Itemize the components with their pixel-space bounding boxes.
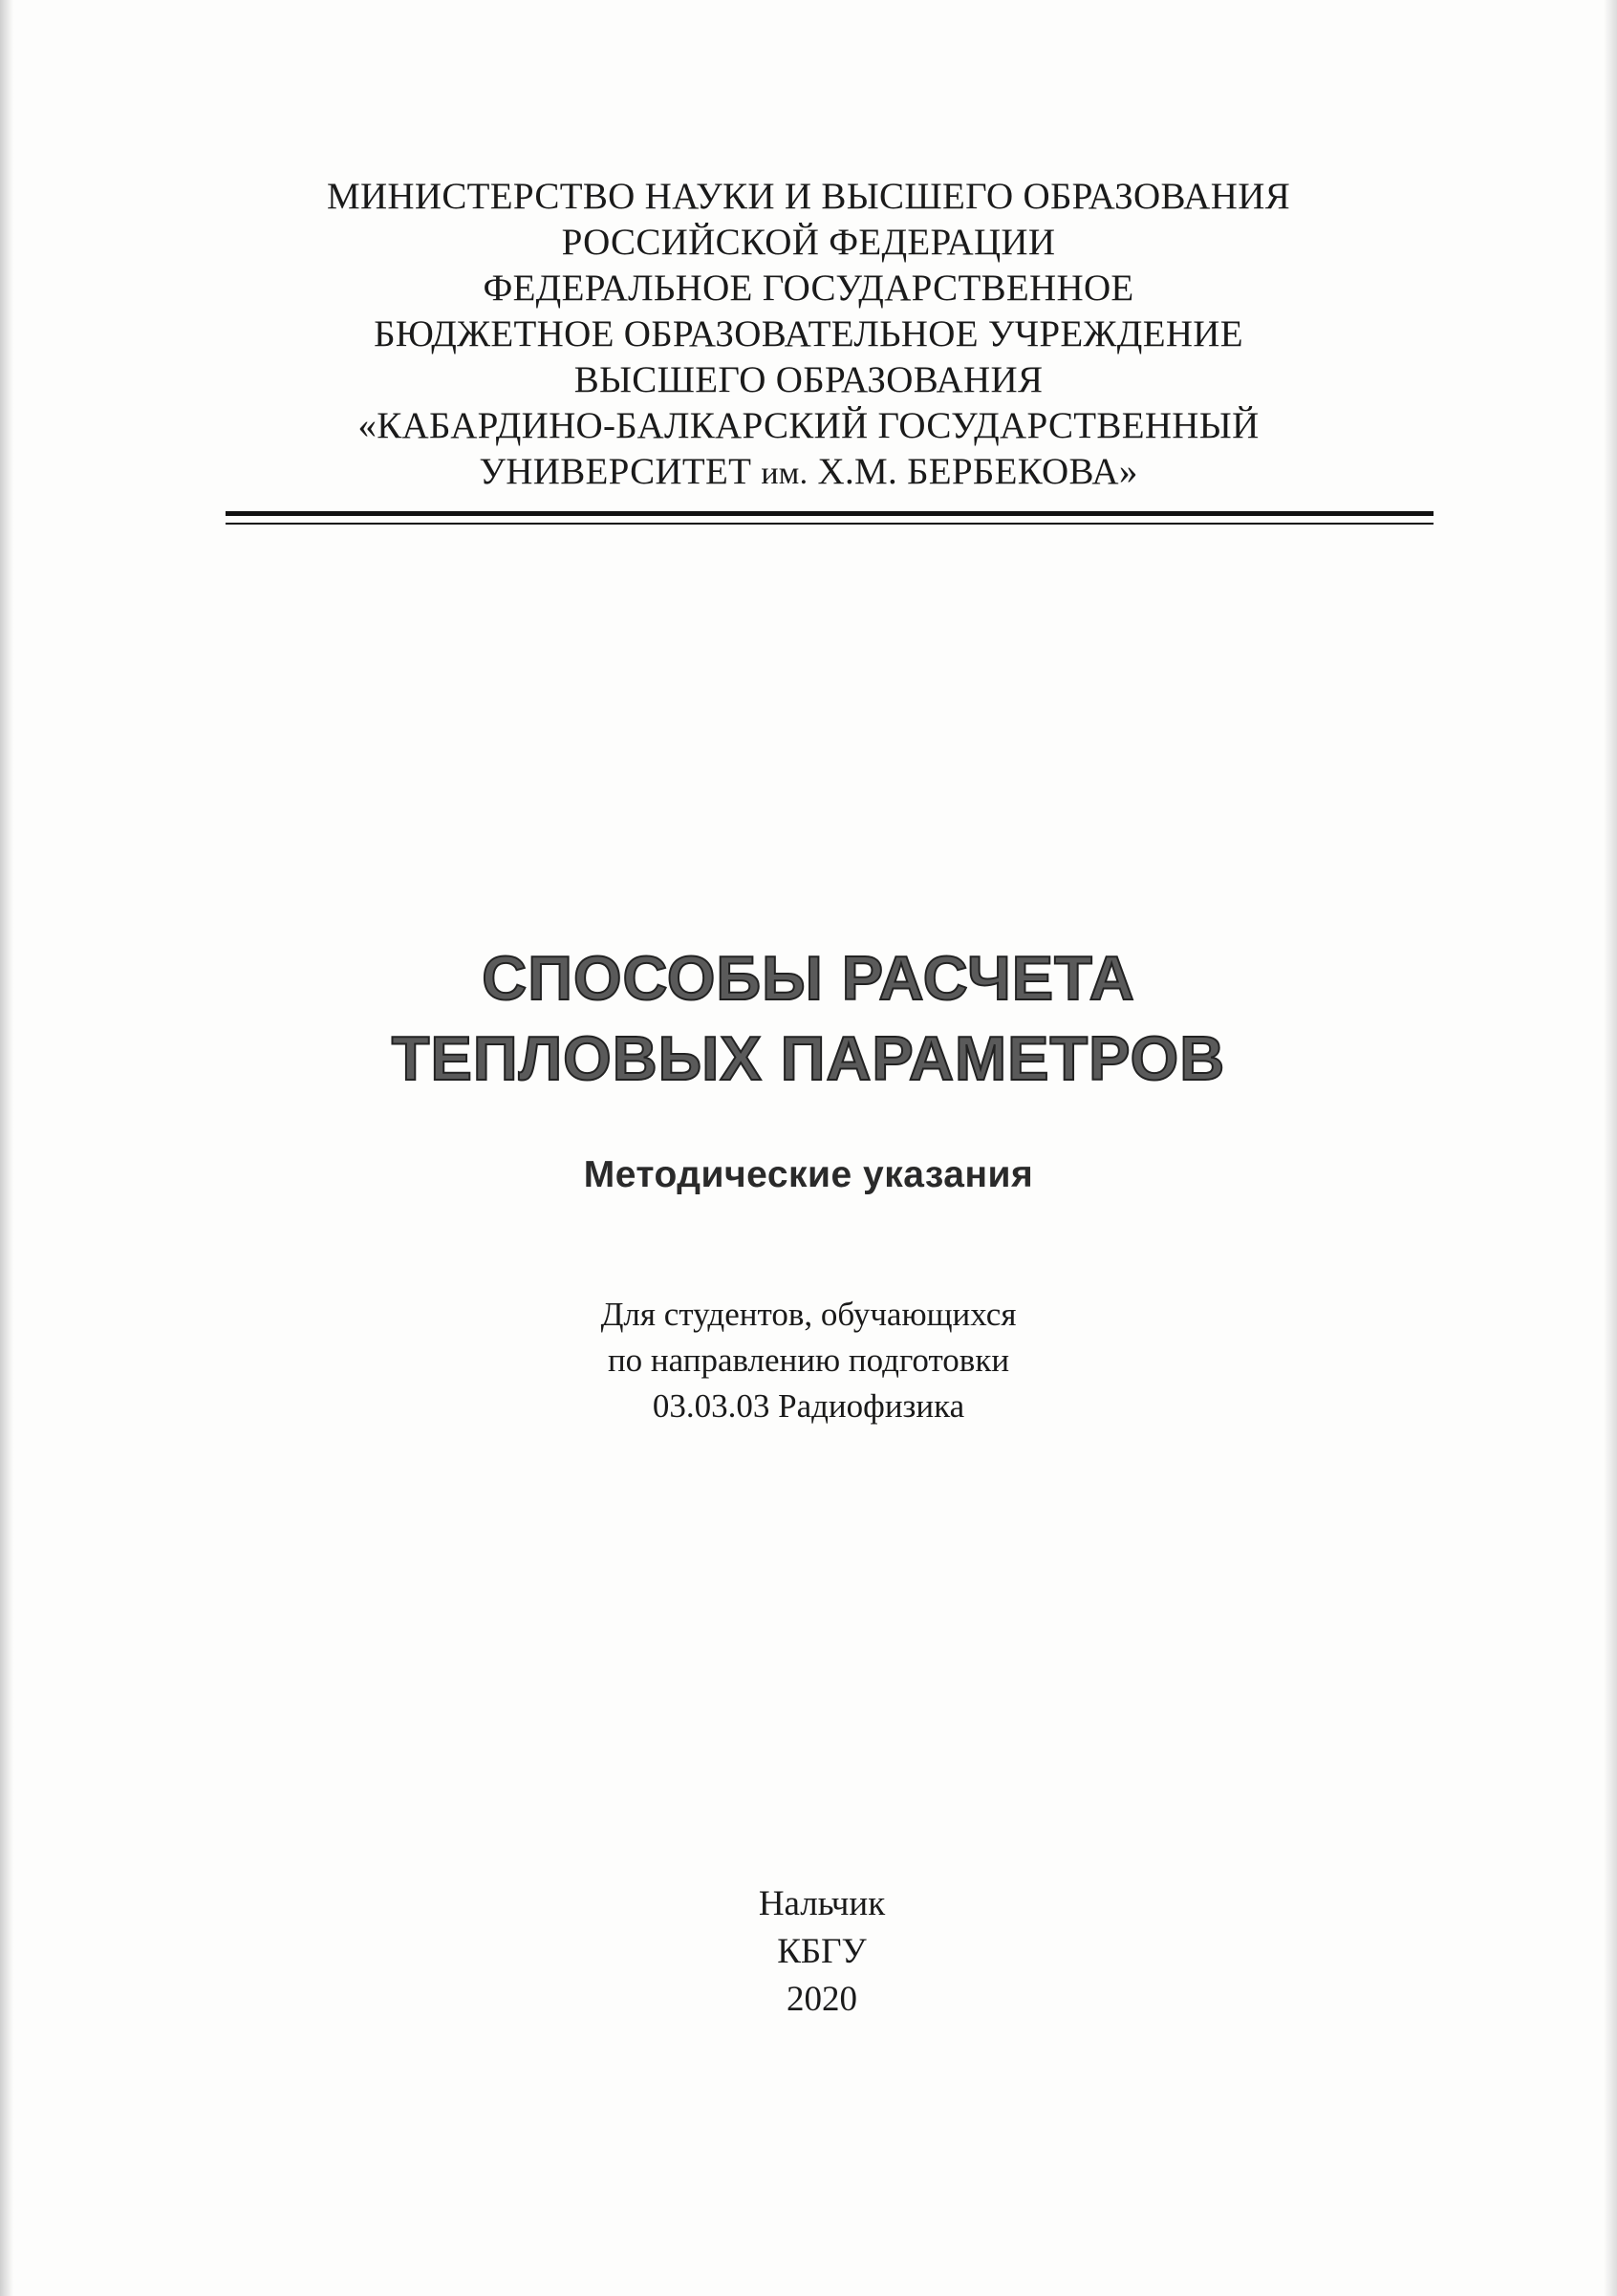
imprint-block	[0, 1880, 1617, 2024]
institution-header	[0, 174, 1617, 497]
header-divider-thin	[226, 523, 1434, 525]
header-line-7-part-2: им.	[761, 456, 808, 491]
header-line-5: ВЫСШЕГО ОБРАЗОВАНИЯ	[573, 359, 1044, 400]
header-line-1: МИНИСТЕРСТВО НАУКИ И ВЫСШЕГО ОБРАЗОВАНИЯ	[326, 176, 1291, 217]
header-line-6: «КАБАРДИНО-БАЛКАРСКИЙ ГОСУДАРСТВЕННЫЙ	[357, 405, 1260, 446]
imprint-city: Нальчик	[758, 1884, 886, 1923]
document-subtitle: Методические указания	[583, 1154, 1034, 1195]
imprint-publisher: КБГУ	[777, 1932, 867, 1971]
document-title	[0, 938, 1617, 1099]
title-line-1: СПОСОБЫ РАСЧЕТА	[482, 943, 1135, 1013]
imprint-year: 2020	[787, 1980, 857, 2019]
audience-line-3: 03.03.03 Радиофизика	[652, 1387, 965, 1425]
header-divider-thick	[226, 511, 1434, 516]
header-line-3: ФЕДЕРАЛЬНОЕ ГОСУДАРСТВЕННОЕ	[483, 268, 1134, 309]
header-line-7-part-3: Х.М. БЕРБЕКОВА»	[808, 451, 1138, 492]
header-line-2: РОССИЙСКОЙ ФЕДЕРАЦИИ	[561, 222, 1056, 263]
header-line-7	[0, 449, 1617, 497]
header-line-4: БЮДЖЕТНОЕ ОБРАЗОВАТЕЛЬНОЕ УЧРЕЖДЕНИЕ	[374, 313, 1243, 354]
header-line-7-part-1: УНИВЕРСИТЕТ	[479, 451, 762, 492]
title-line-2: ТЕПЛОВЫХ ПАРАМЕТРОВ	[391, 1023, 1226, 1093]
audience-note	[0, 1292, 1617, 1429]
audience-line-1: Для студентов, обучающихся	[600, 1296, 1017, 1333]
audience-line-2: по направлению подготовки	[607, 1341, 1010, 1379]
